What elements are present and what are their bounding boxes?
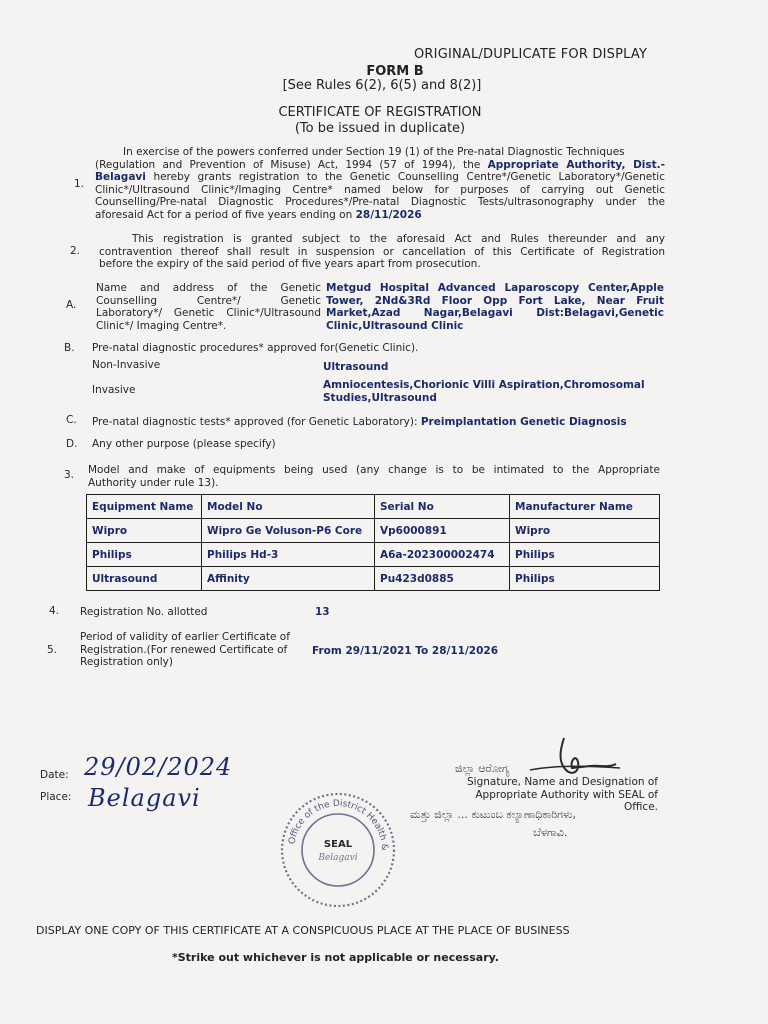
item-5-number: 5. bbox=[47, 644, 58, 656]
procedures-label: Pre-natal diagnostic procedures* approved for(Genetic Clinic). bbox=[92, 342, 419, 354]
item-3-line-2: Authority under rule 13). bbox=[88, 476, 219, 489]
manufacturer-cell: Philips bbox=[510, 543, 660, 567]
seal-center-text: SEAL bbox=[323, 839, 353, 850]
tests-approved bbox=[92, 416, 627, 429]
item-a-left-line-3: Laboratory*/ Genetic Clinic*/Ultrasound bbox=[96, 307, 321, 319]
item-a-left-line-4: Clinic*/ Imaging Centre*. bbox=[96, 319, 227, 332]
centre-address-line-1: Metgud Hospital Advanced Laparoscopy Center,Apple bbox=[326, 282, 664, 294]
item-1-line-4: Clinic*/Ultrasound Clinic*/Imaging Centre* named below for purposes of carrying out Genetic bbox=[95, 183, 665, 196]
table-row bbox=[87, 519, 660, 543]
seal-sub-text: Belagavi bbox=[318, 853, 358, 863]
place-value-handwritten: Belagavi bbox=[88, 784, 201, 812]
column-header-equipment-name: Equipment Name bbox=[87, 495, 202, 519]
column-header-serial-no: Serial No bbox=[375, 495, 510, 519]
item-2-number: 2. bbox=[70, 245, 81, 257]
serial-no-cell: Vp6000891 bbox=[375, 519, 510, 543]
model-no-cell: Philips Hd-3 bbox=[202, 543, 375, 567]
model-no-cell: Affinity bbox=[202, 567, 375, 591]
item-1-number: 1. bbox=[74, 178, 85, 190]
invasive-value bbox=[323, 379, 645, 404]
invasive-value-line-2: Studies,Ultrasound bbox=[323, 391, 437, 404]
centre-address-line-3: Market,Azad Nagar,Belagavi Dist:Belagavi,Genetic bbox=[326, 307, 664, 319]
validity-end-date: 28/11/2026 bbox=[355, 208, 422, 221]
date-label: Date: bbox=[40, 769, 69, 781]
rules-reference: [See Rules 6(2), 6(5) and 8(2)] bbox=[282, 78, 482, 93]
serial-no-cell: A6a-202300002474 bbox=[375, 543, 510, 567]
place-label: Place: bbox=[40, 791, 72, 803]
item-b-label: B. bbox=[64, 342, 75, 354]
centre-name-address bbox=[326, 282, 664, 332]
equipment-name-cell: Wipro bbox=[87, 519, 202, 543]
authority-district: Belagavi bbox=[95, 171, 146, 183]
item-1-paragraph bbox=[95, 146, 665, 221]
office-stamp-kannada-line-3: ಬೆಳಗಾವಿ. bbox=[533, 826, 568, 839]
item-4-number: 4. bbox=[49, 605, 60, 617]
certificate-title: CERTIFICATE OF REGISTRATION bbox=[278, 105, 482, 120]
column-header-model-no: Model No bbox=[202, 495, 375, 519]
tests-approved-value: Preimplantation Genetic Diagnosis bbox=[420, 416, 627, 428]
item-c-label: C. bbox=[66, 414, 77, 426]
item-a-left-line-2: Counselling Centre*/ Genetic bbox=[96, 294, 321, 307]
serial-no-cell: Pu423d0885 bbox=[375, 567, 510, 591]
earlier-validity-label bbox=[80, 631, 290, 669]
item-1-line-2-text: (Regulation and Prevention of Misuse) Act, 1994 (57 of 1994), the bbox=[95, 158, 481, 171]
non-invasive-label: Non-Invasive bbox=[92, 359, 161, 371]
tests-approved-label: Pre-natal diagnostic tests* approved (for Genetic Laboratory): bbox=[92, 416, 418, 428]
item-3-paragraph bbox=[88, 464, 660, 489]
item-a-left bbox=[96, 282, 321, 332]
item-1-line-6-text: aforesaid Act for a period of five years ending on bbox=[95, 208, 353, 221]
centre-address-line-4: Clinic,Ultrasound Clinic bbox=[326, 319, 464, 332]
strike-out-note: *Strike out whichever is not applicable or necessary. bbox=[172, 951, 499, 964]
office-stamp-kannada-line-2: ಮತ್ತು ಜಿಲ್ಲಾ ... ಕುಟುಂಬ ಕಲ್ಯಾಣಾಧಿಕಾರಿಗಳು, bbox=[410, 808, 576, 821]
item-3-number: 3. bbox=[64, 469, 75, 481]
equipment-name-cell: Philips bbox=[87, 543, 202, 567]
item-a-label: A. bbox=[66, 299, 77, 311]
item-1-line-1: In exercise of the powers conferred under Section 19 (1) of the Pre-natal Diagnostic Techniques bbox=[123, 146, 625, 158]
office-stamp-kannada-line-1: ಜಿಲ್ಲಾ ಆರೋಗ್ಯ bbox=[455, 762, 510, 775]
form-title: FORM B bbox=[366, 64, 424, 79]
certificate-subtitle: (To be issued in duplicate) bbox=[294, 121, 466, 136]
table-row bbox=[87, 543, 660, 567]
item-1-line-5: Counselling/Pre-natal Diagnostic Procedures*/Pre-natal Diagnostic Tests/ultrasonography under the bbox=[95, 196, 665, 208]
centre-address-line-2: Tower, 2Nd&3Rd Floor Opp Fort Lake, Near Fruit bbox=[326, 294, 664, 307]
item-1-line-2 bbox=[95, 159, 665, 172]
earlier-validity-value: From 29/11/2021 To 28/11/2026 bbox=[312, 645, 499, 657]
item-d-label: D. bbox=[66, 438, 78, 450]
display-instruction: DISPLAY ONE COPY OF THIS CERTIFICATE AT A CONSPICUOUS PLACE AT THE PLACE OF BUSINESS bbox=[36, 924, 570, 937]
earlier-validity-line-3: Registration only) bbox=[80, 656, 173, 668]
non-invasive-value: Ultrasound bbox=[323, 361, 389, 373]
item-a-left-line-1: Name and address of the Genetic bbox=[96, 282, 321, 294]
item-3-line-1: Model and make of equipments being used (any change is to be intimated to the Appropriate bbox=[88, 464, 660, 476]
item-2-line-3: before the expiry of the said period of five years apart from prosecution. bbox=[99, 258, 481, 270]
date-value-handwritten: 29/02/2024 bbox=[84, 753, 233, 781]
item-2-line-2: contravention thereof shall result in suspension or cancellation of this Certificate of Registration bbox=[99, 245, 665, 258]
manufacturer-cell: Philips bbox=[510, 567, 660, 591]
item-1-line-6 bbox=[95, 209, 665, 222]
manufacturer-cell: Wipro bbox=[510, 519, 660, 543]
registration-no-label: Registration No. allotted bbox=[80, 606, 208, 618]
model-no-cell: Wipro Ge Voluson-P6 Core bbox=[202, 519, 375, 543]
signature-caption-line-2: Appropriate Authority with SEAL of Office. bbox=[475, 788, 658, 813]
copy-type-label: ORIGINAL/DUPLICATE FOR DISPLAY bbox=[414, 47, 648, 62]
signature-image bbox=[520, 732, 630, 782]
office-seal bbox=[278, 790, 398, 910]
item-1-line-3 bbox=[95, 171, 665, 184]
invasive-label: Invasive bbox=[92, 384, 136, 396]
item-2-line-1: This registration is granted subject to the aforesaid Act and Rules thereunder and any bbox=[132, 233, 665, 245]
table-row bbox=[87, 567, 660, 591]
equipment-name-cell: Ultrasound bbox=[87, 567, 202, 591]
appropriate-authority: Appropriate Authority, Dist.- bbox=[487, 158, 666, 171]
invasive-value-line-1: Amniocentesis,Chorionic Villi Aspiration,Chromosomal bbox=[323, 379, 645, 391]
earlier-validity-line-2: Registration.(For renewed Certificate of bbox=[80, 643, 288, 656]
registration-no-value: 13 bbox=[315, 606, 330, 618]
equipment-table-header bbox=[87, 495, 660, 519]
signature-caption-line-1: Signature, Name and Designation of bbox=[467, 776, 658, 788]
equipment-table bbox=[86, 494, 660, 591]
column-header-manufacturer-name: Manufacturer Name bbox=[510, 495, 660, 519]
earlier-validity-line-1: Period of validity of earlier Certificate of bbox=[80, 631, 290, 643]
other-purpose-label: Any other purpose (please specify) bbox=[92, 438, 276, 450]
seal-ring-text: Office of the District Health & bbox=[287, 798, 390, 851]
item-1-line-3-text: hereby grants registration to the Genetic Counselling Centre*/Genetic Laboratory*/Genetic bbox=[153, 171, 665, 183]
item-2-paragraph bbox=[99, 233, 665, 271]
